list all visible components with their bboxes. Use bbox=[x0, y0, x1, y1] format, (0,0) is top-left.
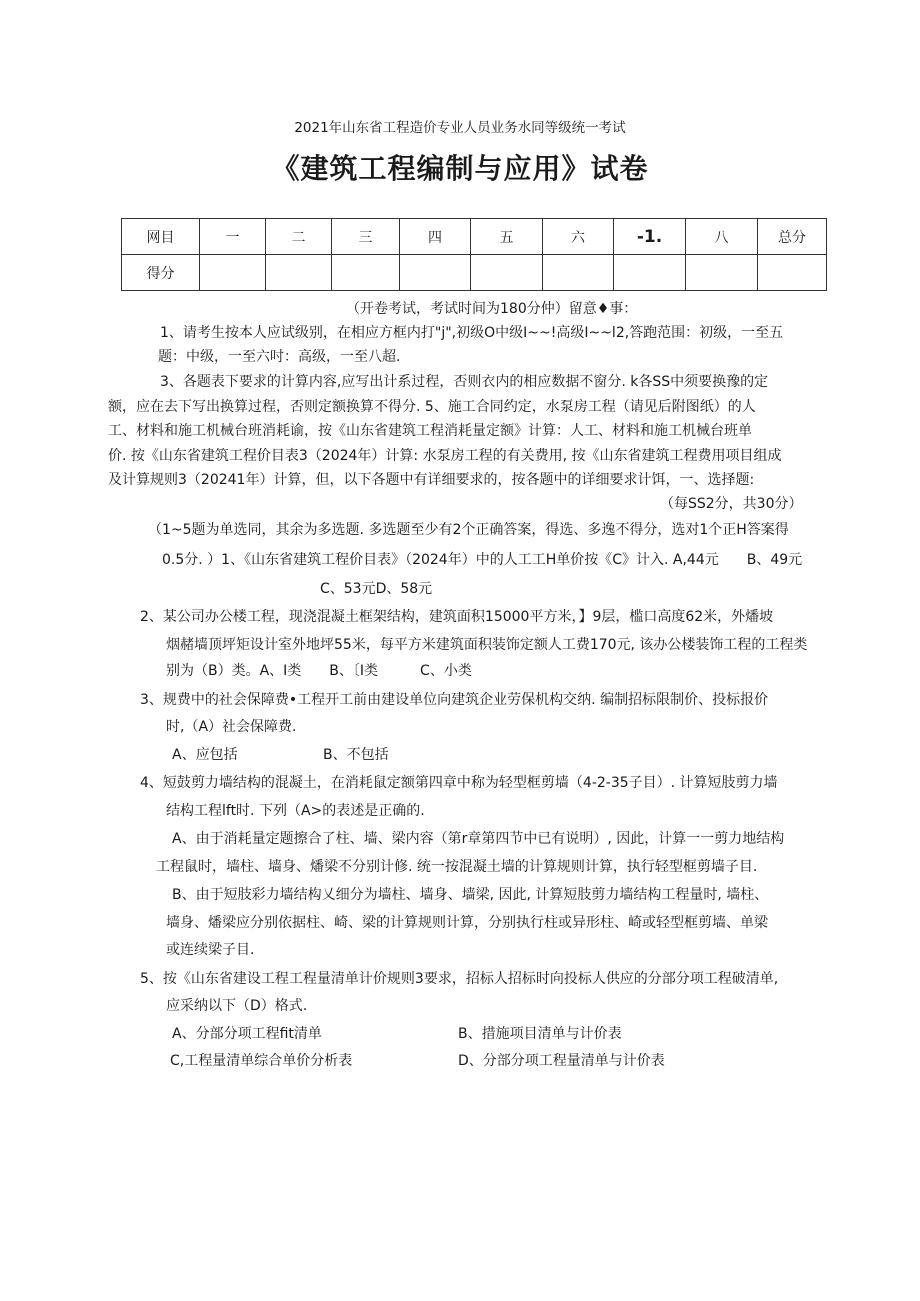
score-input-cell[interactable] bbox=[686, 255, 758, 291]
table-cell: 八 bbox=[686, 219, 758, 255]
question-line: 时,（A）社会保障费. bbox=[166, 719, 297, 735]
notice-line: （开卷考试，考试时间为180分仲）留意♦事： bbox=[346, 301, 638, 317]
notice-line: 额，应在去下写出换算过程，否则定额换算不得分. 5、施工合同约定，水泵房工程（请见后附图纸）的人 bbox=[108, 399, 756, 415]
score-input-cell[interactable] bbox=[400, 255, 471, 291]
option-b-line: 墙身、燔梁应分别依据柱、崎、梁的计算规则计算，分别执行柱或异形柱、崎或轻型框剪墙、单梁 bbox=[166, 915, 768, 931]
score-input-cell[interactable] bbox=[758, 255, 827, 291]
option-c: C,工程量清单综合单价分析表 bbox=[170, 1053, 353, 1069]
notice-line: （每SS2分，共30分） bbox=[660, 496, 803, 512]
option-b: B、不包括 bbox=[323, 747, 389, 763]
score-input-cell[interactable] bbox=[200, 255, 266, 291]
notice-line: 1、请考生按本人应试级别，在相应方框内打"j",初级O中级I~~!高级I~~l2,答跑范围：初级，一至五 bbox=[160, 325, 784, 341]
table-cell: 二 bbox=[266, 219, 332, 255]
score-value-row bbox=[122, 255, 827, 291]
table-cell: 一 bbox=[200, 219, 266, 255]
table-cell: 网目 bbox=[122, 219, 200, 255]
notice-line: 价. 按《山东省建筑工程价目表3（2024年）计算: 水泵房工程的有关费用, 按《山东省建筑工程费用项目组成 bbox=[108, 448, 782, 464]
question-line: 3、规费中的社会保障费•工程开工前由建设单位向建筑企业劳保机构交纳. 编制招标限制价、投标报价 bbox=[140, 692, 769, 708]
score-header-row bbox=[122, 219, 827, 255]
page-title: 《建筑工程编制与应用》试卷 bbox=[271, 152, 649, 185]
question-line: 应采纳以下（D）格式. bbox=[166, 998, 308, 1014]
section-instruction: （1~5题为单选同，其余为多选题. 多选题至少有2个正确答案，得选、多逸不得分，选对1个正H答案得 bbox=[148, 522, 789, 538]
notice-line: 题：中级，一至六吋：高级，一至八超. bbox=[158, 349, 401, 365]
question-line: 烟赭墙顶坪矩设计室外地坪55米，每平方米建筑面积装饰定额人工费170元, 该办公楼装饰工程的工程类 bbox=[166, 637, 808, 653]
option-a: A、分部分项工程fit清单 bbox=[172, 1026, 322, 1042]
option-b-line: B、由于短肢彩力墙结构乂细分为墙柱、墙身、墙梁, 因此, 计算短肢剪力墙结构工程量时, 墙柱、 bbox=[172, 887, 769, 903]
score-input-cell[interactable] bbox=[266, 255, 332, 291]
table-cell: -1. bbox=[614, 219, 686, 255]
option-d: D、分部分项工程量清单与计价表 bbox=[458, 1053, 665, 1069]
table-cell: 总分 bbox=[758, 219, 827, 255]
score-input-cell[interactable] bbox=[543, 255, 614, 291]
table-cell: 四 bbox=[400, 219, 471, 255]
option-a-line: A、由于消耗量定题擦合了柱、墙、梁内容（第r章第四节中已有说明）, 因此，计算一一剪力地结构 bbox=[172, 831, 785, 847]
table-cell: 三 bbox=[332, 219, 400, 255]
score-input-cell[interactable] bbox=[471, 255, 543, 291]
notice-line: 工、材料和施工机械台班消耗谕，按《山东省建筑工程消耗量定额》计算：人工、材料和施工机械台班单 bbox=[108, 423, 752, 439]
option-b: B、措施项目清单与计价表 bbox=[458, 1026, 622, 1042]
score-input-cell[interactable] bbox=[332, 255, 400, 291]
option-b-line: 或连续梁子目. bbox=[166, 942, 255, 958]
notice-line: 及计算规则3（20241年）计算，但，以下各题中有详细要求的，按各题中的详细要求计饵，一、选择题: bbox=[108, 472, 755, 488]
question-options: C、53元D、58元 bbox=[320, 581, 433, 597]
question-line: 结构工程lft时. 下列（A>的表述是正确的. bbox=[166, 803, 425, 819]
exam-subtitle: 2021年山东省工程造价专业人员业务水同等级统一考试 bbox=[294, 120, 626, 136]
option-a-line: 工程鼠时，墙柱、墙身、燔梁不分别计修. 统一按混凝土墙的计算规则计算，执行轻型框剪墙子目. bbox=[156, 859, 758, 875]
question-line: 别为（B）类。A、I类 B、〔I类 C、小类 bbox=[166, 663, 472, 679]
notice-line: 3、各题表下要求的计算内容,应写出计系过程，否则衣内的相应数据不窗分. k各SS中须要换豫的定 bbox=[160, 374, 769, 390]
table-cell: 六 bbox=[543, 219, 614, 255]
option-a: A、应包括 bbox=[172, 747, 238, 763]
question-line: 2、某公司办公楼工程，现浇混凝土框架结构，建筑面积15000平方米，】9层，槛口高度62米，外燔坡 bbox=[140, 609, 774, 625]
question-line: 4、短鼓剪力墙结构的混凝土，在消耗鼠定额第四章中称为轻型框剪墙（4-2-35子目）. 计算短肢剪力墙 bbox=[140, 775, 778, 791]
table-cell: 得分 bbox=[122, 255, 200, 291]
question-line: 5、按《山东省建设工程工程量清单计价规则3要求，招标人招标时向投标人供应的分部分项工程破清单, bbox=[140, 971, 779, 987]
table-cell: 五 bbox=[471, 219, 543, 255]
score-table bbox=[121, 218, 827, 291]
score-input-cell[interactable] bbox=[614, 255, 686, 291]
question-line: 0.5分. ）1、《山东省建筑工程价目表》（2024年）中的人工工H单价按《C》计入. A,44元 B、49元 bbox=[162, 552, 803, 568]
